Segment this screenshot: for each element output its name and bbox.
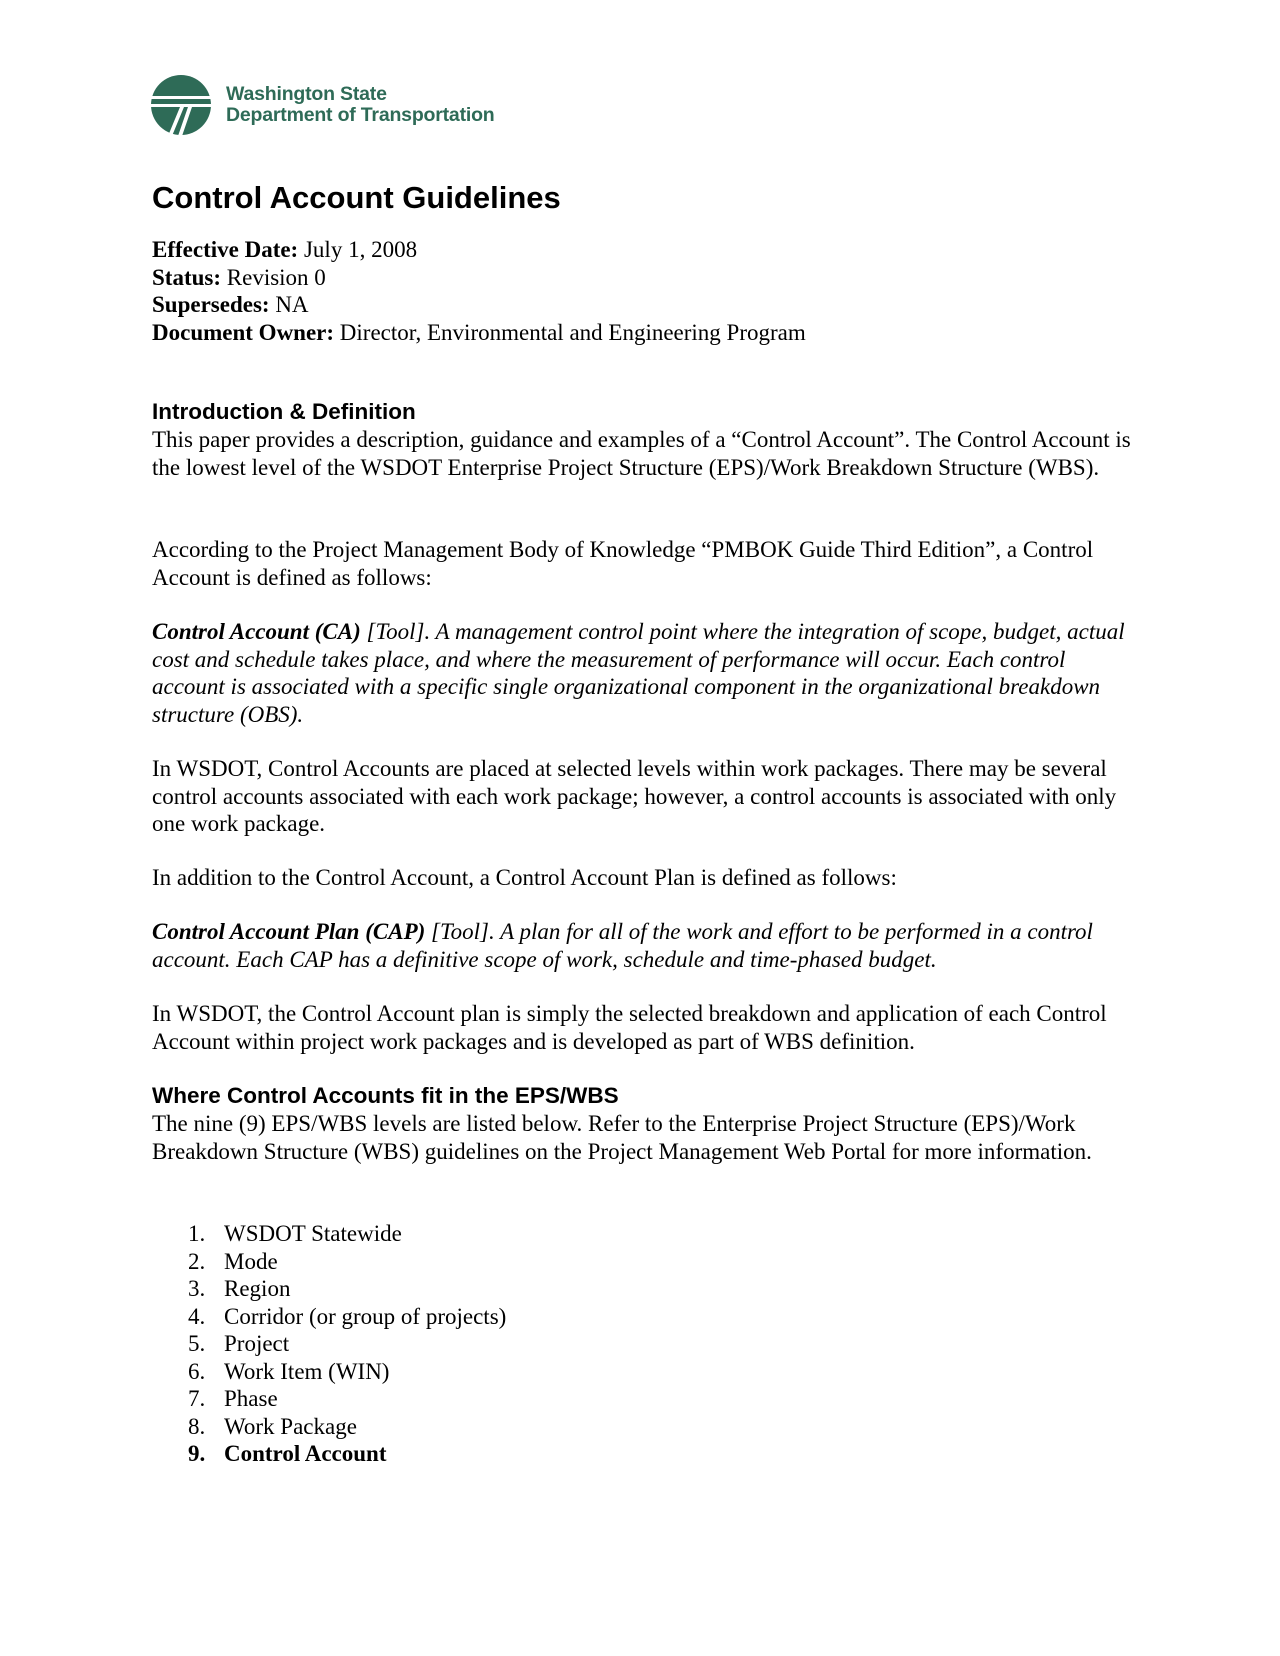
definition-term: Control Account (CA) [152,619,361,644]
meta-value: July 1, 2008 [298,237,418,262]
list-item [152,1248,1142,1276]
list-text: Control Account [224,1441,387,1466]
paragraph-intro: This paper provides a description, guidance and examples of a “Control Account”. The Control Account is the lowest level of the WSDOT Enterprise Project Structure (EPS)/Work Breakdown Structure (WBS). [152,427,1131,480]
list-number: 2. [188,1248,206,1274]
list-item [152,1330,1142,1358]
definition-cap [152,918,1142,973]
list-item [152,1275,1142,1303]
list-item [152,1220,1142,1248]
meta-value: Director, Environmental and Engineering Program [334,319,806,345]
list-text: Project [224,1331,290,1356]
definition-text: [Tool]. A management control point where the integration of scope, budget, actual cost and schedule takes place, and where the measurement of performance will occur. Each control account is associated with a specific single organizational component in the organizational breakdown structure (OBS). [152,619,1125,727]
levels-list [152,1220,1142,1468]
paragraph-cap-intro: In addition to the Control Account, a Control Account Plan is defined as follows: [152,865,897,890]
heading-eps-wbs: Where Control Accounts fit in the EPS/WBS [152,1083,619,1108]
meta-label: Status: [152,264,222,290]
wsdot-logo [150,74,495,136]
list-item [152,1385,1142,1413]
heading-introduction: Introduction & Definition [152,399,416,424]
list-text: Work Item (WIN) [224,1358,390,1384]
meta-effective-date [152,236,1142,264]
meta-status [152,264,1142,292]
list-item [152,1413,1142,1441]
meta-value: NA [269,292,309,317]
meta-label: Effective Date: [152,237,299,262]
paragraph-wsdot-ca: In WSDOT, Control Accounts are placed at selected levels within work packages. There may be several control accounts associated with each work package; however, a control accounts is associated with only one work package. [152,756,1117,836]
meta-value: Revision 0 [221,264,326,290]
meta-label: Document Owner: [152,319,335,345]
meta-owner [152,319,1142,347]
list-item [152,1440,1142,1468]
logo-line-1: Washington State [226,83,387,105]
list-number: 4. [188,1303,206,1329]
list-item [152,1358,1142,1386]
definition-text: [Tool]. A plan for all of the work and effort to be performed in a control account. Each CAP has a definitive scope of work, schedule and time-phased budget. [152,919,1093,972]
list-number: 9. [188,1441,206,1466]
list-text: Work Package [224,1413,357,1439]
paragraph-wsdot-cap: In WSDOT, the Control Account plan is simply the selected breakdown and application of each Control Account within project work packages and is developed as part of WBS definition. [152,1001,1107,1054]
definition-control-account [152,618,1142,728]
meta-supersedes [152,291,1142,319]
paragraph-levels: The nine (9) EPS/WBS levels are listed below. Refer to the Enterprise Project Structure (EPS)/Work Breakdown Structure (WBS) guidelines on the Project Management Web Portal for more information. [152,1111,1092,1164]
document-meta [152,236,1142,346]
definition-term: Control Account Plan (CAP) [152,919,426,944]
wsdot-logo-icon [150,74,212,136]
list-item [152,1303,1142,1331]
list-text: Region [224,1276,291,1301]
list-text: Corridor (or group of projects) [224,1303,507,1329]
list-text: Phase [224,1386,278,1411]
list-text: Mode [224,1248,278,1274]
page-title: Control Account Guidelines [152,180,561,215]
list-number: 7. [188,1386,206,1411]
list-text: WSDOT Statewide [224,1221,402,1246]
list-number: 8. [188,1413,206,1439]
list-number: 6. [188,1358,206,1384]
paragraph-pmbok: According to the Project Management Body of Knowledge “PMBOK Guide Third Edition”, a Control Account is defined as follows: [152,537,1094,590]
meta-label: Supersedes: [152,292,270,317]
list-number: 3. [188,1276,206,1301]
list-number: 5. [188,1331,206,1356]
logo-line-2: Department of Transportation [226,104,495,126]
list-number: 1. [188,1221,206,1246]
